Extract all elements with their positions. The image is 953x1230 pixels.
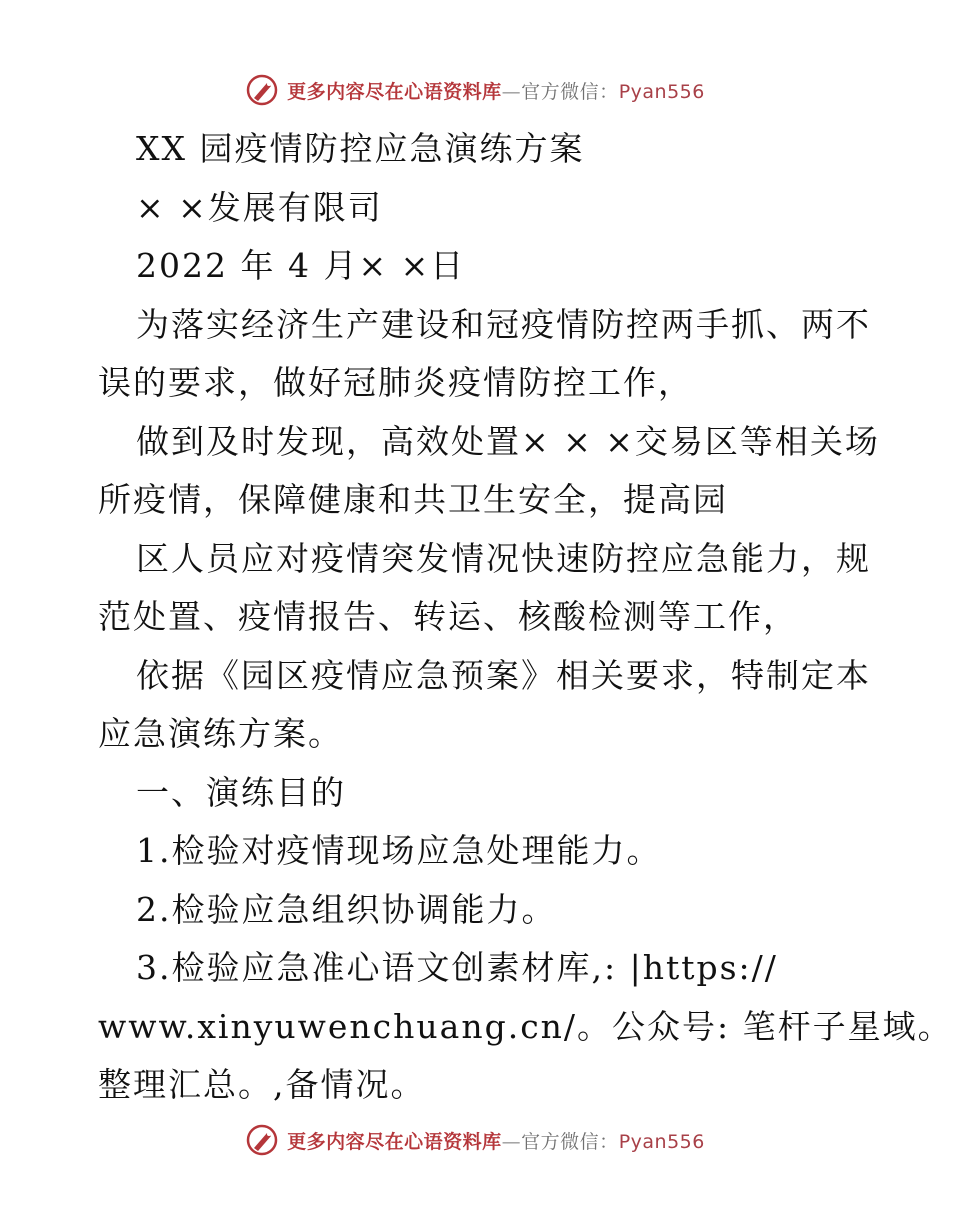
- text-line: 应急演练方案。: [98, 714, 343, 753]
- header-banner: [0, 70, 950, 110]
- text-line: 一、演练目的: [136, 772, 346, 812]
- text-line: 为落实经济生产建设和冠疫情防控两手抓、两不: [136, 304, 871, 344]
- pen-logo-icon: [245, 1123, 279, 1157]
- text-line: 做到及时发现，高效处置× × ×交易区等相关场: [136, 421, 880, 461]
- pen-logo-icon: [245, 73, 279, 107]
- banner-text: [287, 77, 705, 104]
- banner-official-label: 官方微信：: [521, 80, 619, 103]
- banner-text: [287, 1127, 705, 1154]
- text-line: 所疫情，保障健康和共卫生安全，提高园: [98, 480, 728, 519]
- text-line: 1.检验对疫情现场应急处理能力。: [136, 831, 662, 870]
- banner-wechat-id: Pyan556: [618, 1130, 705, 1153]
- text-line: 依据《园区疫情应急预案》相关要求，特制定本: [136, 655, 871, 695]
- text-line: × ×发展有限司: [136, 187, 383, 227]
- text-line: XX 园疫情防控应急演练方案: [136, 129, 585, 168]
- banner-main-text: 更多内容尽在心语资料库: [287, 80, 502, 103]
- text-line: 3.检验应急准心语文创素材库,: |https://: [136, 948, 778, 987]
- document-body: [98, 120, 953, 1115]
- text-line: 区人员应对疫情突发情况快速防控应急能力，规: [136, 538, 871, 578]
- text-line: 误的要求，做好冠肺炎疫情防控工作，: [98, 363, 693, 402]
- banner-main-text: 更多内容尽在心语资料库: [287, 1130, 502, 1153]
- text-line: 2022 年 4 月× ×日: [136, 246, 466, 285]
- banner-official-label: 官方微信：: [521, 1130, 619, 1153]
- text-line: www.xinyuwenchuang.cn/。公众号: 笔杆子星域。: [98, 1006, 953, 1046]
- text-line: 整理汇总。,备情况。: [98, 1065, 426, 1104]
- footer-banner: [0, 1120, 950, 1160]
- text-line: 2.检验应急组织协调能力。: [136, 889, 557, 929]
- banner-dash: —: [501, 80, 522, 103]
- banner-dash: —: [501, 1130, 522, 1153]
- text-line: 范处置、疫情报告、转运、核酸检测等工作，: [98, 597, 798, 636]
- banner-wechat-id: Pyan556: [618, 80, 705, 103]
